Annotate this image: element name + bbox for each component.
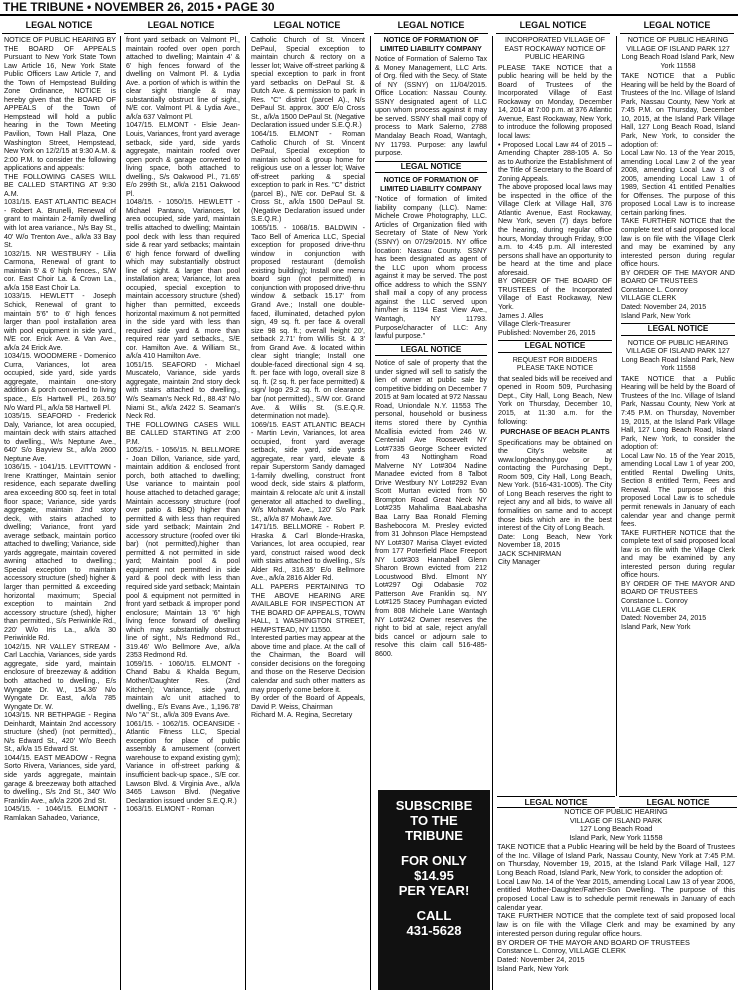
column-header-5: LEGAL NOTICE [496,19,610,34]
column-header-3: LEGAL NOTICE [250,19,364,34]
island-park-title: NOTICE OF PUBLIC HEARING VILLAGE OF ISLAND PARK 127 Long Beach Road Island Park, New York 11558 [621,36,735,70]
llc-notice-2-title: NOTICE OF FORMATION OF LIMITED LIABILITY COMPANY [380,176,482,193]
section-header: LEGAL NOTICE [375,344,487,357]
column-divider [492,36,493,990]
page-masthead: THE TRIBUNE • NOVEMBER 26, 2015 • PAGE 30 [3,0,275,14]
bidders-body-2: Specifications may be obtained on the City's website at www.longbeachny.gov or by contacting the Purchasing Dept., Room 509, City Hall, Long Beach, New York. (516-431-1005). The City of Long Beach reserves the right to reject any and all bids, to waive all formalities on same and to accept those bids which are in the best interest of the City of Long Beach. Date: Long Beach, New York November 18, 2015 JACK SCHNIRMAN City Manager [498,438,612,567]
sale-notice-body: Notice of sale of property that the under signed will sell to satisfy the lien of owner at public sale by competitive bidding on December 7 2015 at 9am located at 972 Nassau Road, Uniondale N.Y. 11553 The personal, household or business items stored there by Cynthia Mcallisia evicted from 246 W. Centenial Ave Roosevelt NY Lot#7335 George Scheer evicted from 43 Nottingham Road Malverne NY Lot#304 Nadine Manadee evicted from 8 Talbot Drive Westbury NY Lot#292 Evan Scott Murtan evicted from 50 Brompton Road Great Neck NY Lot#235 Mahalima BaaLabasha Baa Larry Baa Ronald Fleming Bashebocora M. Presley evicted from 31 Johnson Place Hempstead NY Lot#307 Marisa Clayet evicted from 177 Poterfield Place Freeport NY Lot#303 Hannabell Glenn Sharon Brown evicted from 212 Locustwood Blvd. Elmont NY Lot#297 Ogi Odabasie 702 Patterson Ave Franklin sq. NY Lot#125 Stacey Pumhagan evicted from 808 Michele Lane Wantagh NY Lot#242 Owner reserves the right to bid at sale, reject any/all bids cancel or adjourn sale to resolve this claim call 516-485-8600. [375,359,487,658]
column-headers [0,19,738,33]
board-of-appeals-notice-cont2: Catholic Church of St. Vincent DePaul, Special exception to maintain church & rectory on a lesser lot; Waive off-street parking & special exception to park in front yard setbacks on DePaul St. & Dutch Ave. & permission to park in Res. "C" district (parcel A)., N/s DePaul St. approx. 300' E/o Cross St., a/k/a 1500 DePaul St. (Negative Declaration issued under S.E.Q.R.) 1064/15. ELMONT - Roman Catholic Church of St. Vincent DePaul, Special exception to maintain school & group home for religious use on a lesser lot; Waive off-street parking & special exception to park in Res. "C" district (parcel B)., N/E cor. DePaul St. & Cross St., a/k/a 1500 DePaul St. (Negative Declaration issued under S.E.Q.R.) 1065/15. - 1068/15. BALDWIN - Taco Bell of America LLC, Special exception for proposed drive-thru window in conjunction with proposed restaurant (demolish existing building); Install one menu board sign (not permitted) in conjunction with proposed drive-thru window & setback 15.17' from Grand Ave.; Install one double-faced, illuminated, detached pylon sign, 49 sq. ft. per face & overall size 98 sq. ft.; overall height 20', setback 2.71' from Willis St. & 3' from Grand Ave. & located within clear sight triangle; Install one double-faced directional sign 4 sq. ft. per face with logo, overall size 8 sq. ft. (2 sq. ft. per face permitted) & sign/ logo 29.2 sq. ft. on clearance bar (not permitted)., S/W cor. Grand Ave. & Willis St. (S.E.Q.R. determination not made). 1069/15. EAST ATLANTIC BEACH - Martin Levin, Variances, lot area occupied, front yard average setback, side yard, side yards aggregate, rear yard, elevate & repair Superstorm Sandy damaged 1-family dwelling, construct front wood deck, side stairs & platform, maintain & relocate a/c unit & install generator all attached to dwelling., W/s Mohawk Ave., 120' S/o Park St., a/k/a 87 Mohawk Ave. 1471/15. BELLMORE - Robert P. Hraska & Carl Blonde-Hraska, Variances, lot area occupied, rear yard, construct raised wood deck with stairs attached to dwelling., S/s Alder Rd., 316.35' E/o Bellmore Ave., a/k/a 2816 Alder Rd. ALL PAPERS PERTAINING TO THE ABOVE HEARING ARE AVAILABLE FOR INSPECTION AT THE BOARD OF APPEALS, TOWN HALL, 1 WASHINGTON STREET, HEMPSTEAD, NY 11550. Interested parties may appear at the above time and place. At the call of the Chairman, the Board will consider decisions on the foregoing and those on the Reserve Decision calendar and such other matters as may properly come before it. By order of the Board of Appeals, David P. Weiss, Chairman Richard M. A. Regina, Secretary [251,36,365,720]
column-4 [375,36,487,786]
board-of-appeals-notice-cont: front yard setback on Valmont Pl., maintain roofed over open porch attached to dwelling; Maintain 4' & 6' high fences forward of the dwelling on Valmont Pl. & Lydia Ave. a portion of which is within the clear sight triangle & may substantially obstruct line of sight., N/E cor. Valmont Pl. & Lydia Ave., a/k/a 637 Valmont Pl. 1047/15. ELMONT - Elsie Jean-Louis, Variances, front yard average setback, side yard, side yards aggregate, maintain roofed over open porch & garage converted to living space, both attached to dwelling., S/s Oakwood Pl., 71.65' E/o 299th St., a/k/a 2151 Oakwood Pl. 1048/15. - 1050/15. HEWLETT - Michael Pantano, Variances, lot area occupied, side yard, maintain trellis attached to dwelling; Maintain pool deck with less than required side & rear yard setbacks; maintain 6' high fence forward of dwelling which may substantially obstruct line of sight. & larger than pool installation area; Variance, lot area occupied, special exception to maintain accessory structure (shed) higher than permitted, exceeds horizontal maximum & not permitted in the side yard with less than required side yard & more than required rear yard setbacks., S/E cor. Hamilton Ave. & William St., a/k/a 410 Hamilton Ave. 1051/15. SEAFORD - Michael Muscatelo, Variance, side yards aggregate, maintain 2nd story deck with stairs attached to dwelling., W/s Seaman's Neck Rd., 88.43' N/o Niami St., a/k/a 2422 S. Seaman's Neck Rd. THE FOLLOWING CASES WILL BE CALLED STARTING AT 2:00 P.M. 1052/15. - 1056/15. N. BELLMORE - Joan Dillon, Variance, side yard, maintain addition & enclosed front porch, both attached to dwelling; Use variance to maintain pool house attached to detached garage; Maintain accessory structure (roof over patio & BBQ) higher than permitted & with less than required side yard setback; Maintain 2nd accessory structure (roofed over tiki bar) (not permitted),higher than permitted & not permitted in side yard; Maintain pool & pool equipment not permitted in side yard & pool deck with less than required side yard setback; Maintain pool & equipment not permitted in front yard setback & improper pond enclosure; Maintain 13 '6" high living fence forward of dwelling which may substantially obstruct line of sight., N/s Redmond Rd., 319.46' W/o Bellmore Ave, a/k/a 2353 Redmond Rd. 1059/15. - 1060/15. ELMONT - Chand Babu & Khalda Begum, Mother/Daughter Res. (2nd Kitchen); Variance, side yard, maintain a/c unit attached to dwelling., E/s Evans Ave., 1,196.78' N/o "A" St., a/k/a 309 Evans Ave. 1061/15. - 1062/15. OCEANSIDE - Atlantic Fitness LLC, Special exception for place of public assembly & amusement (convert warehouse to expand existing gym); Variance in off-street parking & insufficient back-up space., S/E cor. Lawson Blvd. & Virginia Ave., a/k/a 3465 Lawson Blvd. (Negative Declaration issued under S.E.Q.R.) 1063/15. ELMONT - Roman [126,36,240,814]
bidders-body: that sealed bids will be received and opened in Room 509, Purchasing Dept., City Hall, Long Beach, New York on Thursday, December 10, 2015, at 11:30 a.m. for the following: [498,374,612,426]
column-divider [616,36,617,796]
promo-line: TO THE [410,813,458,828]
column-3 [251,36,365,990]
bottom-notice-title: NOTICE OF PUBLIC HEARING VILLAGE OF ISLAND PARK 127 Long Beach Road Island Park, New York 11558 [564,807,668,843]
east-rockaway-title: INCORPORATED VILLAGE OF EAST ROCKAWAY NOTICE OF PUBLIC HEARING [504,36,606,62]
column-header-4: LEGAL NOTICE [374,19,488,34]
east-rockaway-body: PLEASE TAKE NOTICE that a public hearing will be held by the Board of Trustees of the Incorporated Village of East Rockaway on Monday, December 14, 2014 at 7:00 p.m. at 376 Atlantic Avenue, East Rockaway, New York, to introduce the following proposed local laws: • Proposed Local Law #4 of 2015 – Amending Chapter 288-105 A. So as to Authorize the Establishment of the Title of Secretary to the Board of Zoning Appeals. The above proposed local laws may be inspected in the office of the Village Clerk at Village Hall, 376 Atlantic Avenue, East Rockaway, New York, seven (7) days before the hearing, during regular office hours, Monday through Friday, 9:00 a.m. to 4:45 p.m. All interested persons shall have an opportunity to be heard at the time and place aforesaid. BY ORDER OF THE BOARD OF TRUSTEES of the Incorporated Village of East Rockaway, New York. James J. Alles Village Clerk-Treasurer Published: November 26, 2015 [498,63,612,337]
promo-line: SUBSCRIBE [395,798,473,813]
promo-phone: 431-5628 [406,923,462,938]
bottom-header: LEGAL NOTICE [619,796,737,808]
masthead-rule [0,14,738,16]
column-2 [126,36,240,990]
bidders-title: REQUEST FOR BIDDERS PLEASE TAKE NOTICE [512,355,598,373]
llc-notice-body: Notice of Formation of Salerno Tax & Money Management, LLC Arts. of Org. filed with the Secy. of State of NY (SSNY) on 11/04/2015. Office Location: Nassau County. SSNY designated agent of LLC upon whom process against it may be served. SSNY shall mail copy of process to Mark Salerno, 2788 Mandalay Beach Road, Wantagh, NY 11793. Purpose: any lawful purpose. [375,55,487,158]
llc-notice-2-body: "Notice of formation of limited liability company (LLC). Name: Michele Crowe Photography, LLC. Articles of Organization filed with Secretary of State of New York (SSNY) on 07/29/2015. NY office location: Nassau County. SSNY has been designated as agent of the LLC upon whom process against it may be served. The post office address to which the SSNY shall mail a copy of any process against the LLC served upon him/her is 1194 East View Ave., Wantagh, NY 11793. Purpose/character of LLC: Any lawful purpose." [375,195,487,341]
column-1 [4,36,116,990]
island-park-2-title: NOTICE OF PUBLIC HEARING VILLAGE OF ISLAND PARK 127 Long Beach Road Island Park, New York 11558 [621,338,735,373]
promo-gap [378,898,490,908]
section-header: LEGAL NOTICE [375,161,487,174]
column-divider [120,36,121,990]
bottom-island-park-notice [497,808,735,973]
bottom-headers [493,796,738,807]
promo-line: TRIBUNE [405,828,463,843]
column-6 [621,36,735,796]
island-park-2-body: TAKE NOTICE that a Public Hearing will be held by the Board of Trustees of the Inc. Village of Island Park, Nassau County, New York at 7:45 P.M. on Thursday, November 19, 2015, at the Island Park Village Hall, 127 Long Beach Road, Island Park, New York, to consider the adoption of: Local Law No. 15 of the Year 2015, amending Local Law 1 of year 200, entitled Rental Dwelling Units, Section 8 entitled Term, Fees and Renewal. The purpose of this proposed Local Law is to schedule permit renewals in January of each calendar year and change permit fees. TAKE FURTHER NOTICE that the complete text of said proposed local law is on file with the Village Clerk and may be examined by any interested person during regular office hours. BY ORDER OF THE MAYOR AND BOARD OF TRUSTEES Constance L. Conroy VILLAGE CLERK Dated: November 24, 2015 Island Park, New York [621,374,735,631]
bottom-notice-body: TAKE NOTICE that a Public Hearing will be held by the Board of Trustees of the Inc. Village of Island Park, Nassau County, New York at 7:45 P.M. on Thursday, November 19, 2015, at the Island Park Village Hall, 127 Long Beach Road, Island Park, New York, to consider the adoption of: Local Law No. 14 of the Year 2015, amending Local Law 13 of year 2006, entitled Mother-Daughter/Father-Son Dwelling. The purpose of this proposed Local Law is to schedule permit renewals in January of each calendar year. TAKE FURTHER NOTICE that the complete text of said proposed local law is on file with the Village Clerk and may be examined by any interested person during regular office hours. BY ORDER OF THE MAYOR AND BOARD OF TRUSTEES Constance L. Conroy, VILLAGE CLERK Dated: November 24, 2015 Island Park, New York [497,841,735,973]
column-header-6: LEGAL NOTICE [620,19,734,34]
promo-line: FOR ONLY [401,853,467,868]
promo-line: PER YEAR! [398,883,470,898]
bidders-item: PURCHASE OF BEACH PLANTS [500,428,610,437]
column-divider [370,36,371,990]
promo-gap [378,843,490,853]
llc-notice-title: NOTICE OF FORMATION OF LIMITED LIABILITY COMPANY [380,36,482,53]
island-park-body: TAKE NOTICE that a Public Hearing will be held by the Board of Trustees of the Inc. Village of Island Park, Nassau County, New York at 7:45 P.M. on Thursday, December 10, 2015, at the Island Park Village Hall, 127 Long Beach Road, Island Park, New York, to consider the adoption of: Local Law No. 13 of the Year 2015, amending Local Law 2 of the year 2008, amending Local Law 3 of 2005, amending Local Law 1 of 1989, Section 41 entitled Penalties for Offenses. The purpose of this proposed Local Law is to increase certain parking fines. TAKE FURTHER NOTICE that the complete text of said proposed local law is on file with the Village Clerk and may be examined by any interested person during regular office hours. BY ORDER OF THE MAYOR AND BOARD OF TRUSTEES Constance L. Conroy VILLAGE CLERK Dated: November 24, 2015 Island Park, New York [621,72,735,320]
column-header-1: LEGAL NOTICE [2,19,116,34]
board-of-appeals-notice: NOTICE OF PUBLIC HEARING BY THE BOARD OF APPEALS Pursuant to New York State Town Law Article 16, New York State Public Officers Law Article 7, and the Town of Hempstead Building Zone Ordinance, NOTICE is hereby given that the BOARD OF APPEALS of the Town of Hempstead will hold a public hearing in the Town Meeting Pavilion, Town Hall Plaza, One Washington Street, Hempstead, New York on 12/2/15 at 9:30 A.M. & 2:00 P.M. to consider the following applications and appeals: THE FOLLOWING CASES WILL BE CALLED STARTING AT 9:30 A.M. 1031/15. EAST ATLANTIC BEACH - Robert A. Brunelli, Renewal of grant to maintain 2-family dwelling with lot area variance., N/s Bay St., 40' W/o Trenton Ave., a/k/a 33 Bay St. 1032/15. NR WESTBURY - Lilia Carmona, Renewal of grant to maintain 5' & 6' high fences., S/W cor. East Choir La. & Crown La., a/k/a 158 East Choir La. 1033/15. HEWLETT - Joseph Schick, Renewal of grant to maintain 5'6" to 6' high fences larger than pool installation area with pool equipment in side yard., N/E cor. Erick Ave. & Van Ave., a/k/a 24 Erick Ave. 1034/15. WOODMERE - Domenico Curra, Variances, lot area occupied, side yard, side yards aggregate, maintain one-story addition & porch converted to living space., E/s Hartwell Pl., 263.50' N/o Ward Pl., a/k/a 58 Hartwell Pl. 1035/15. SEAFORD - Frederick Daly, Variance, lot area occupied, maintain deck with stairs attached to dwelling., W/s Neptune Ave., 640' S/o Bayview St., a/k/a 2600 Neptune Ave. 1036/15. - 1041/15. LEVITTOWN - Irene Krattinger, Maintain senior residence, each separate dwelling area exceeding 800 sq. feet in total floor space; Variance, side yards aggregate, maintain 2nd story deck, with stairs attached to dwelling; Variance, front yard average setback, maintain portico attached to dwelling; Variance, side yards aggregate, maintain covered awning attached to dwelling.; Special exception to maintain accessory structure (shed) higher & larger than permitted & exceeding horizontal maximum; Special exception to maintain 2nd accessory structure (shed), higher than permitted., S/s Periwinkle Rd., 220' W/o Iris La., a/k/a 30 Periwinkle Rd. 1042/15. NR VALLEY STREAM - Carl Lacchia, Variances, side yards aggregate, side yard, maintain enclosure of breezeway & addition both attached to dwelling., E/s Wyngate Dr. W., 154.36' N/o Wyngate Dr. East, a/k/a 785 Wyngate Dr. W. 1043/15. NR BETHPAGE - Regina Deinhardt, Maintain 2nd accessory structure (shed) (not permitted)., N/s Edward St., 420' W/o Beech St., a/k/a 15 Edward St. 1044/15. EAST MEADOW - Regna Sorto Rivera, Variances, side yard, side yards aggregate, maintain garage & breezeway both attached to dwelling., S/s 2nd St., 340' W/o Franklin Ave., a/k/a 2206 2nd St. 1045/15. - 1046/15. ELMONT - Ramlakan Sahadeo, Variance, [4,36,116,822]
section-header: LEGAL NOTICE [498,340,612,353]
bottom-header: LEGAL NOTICE [497,796,615,808]
column-5 [498,36,612,796]
promo-line: CALL [416,908,452,923]
column-divider [245,36,246,990]
subscribe-promo [378,790,490,990]
section-header: LEGAL NOTICE [621,323,735,336]
promo-price: $14.95 [414,868,454,883]
column-header-2: LEGAL NOTICE [124,19,238,34]
